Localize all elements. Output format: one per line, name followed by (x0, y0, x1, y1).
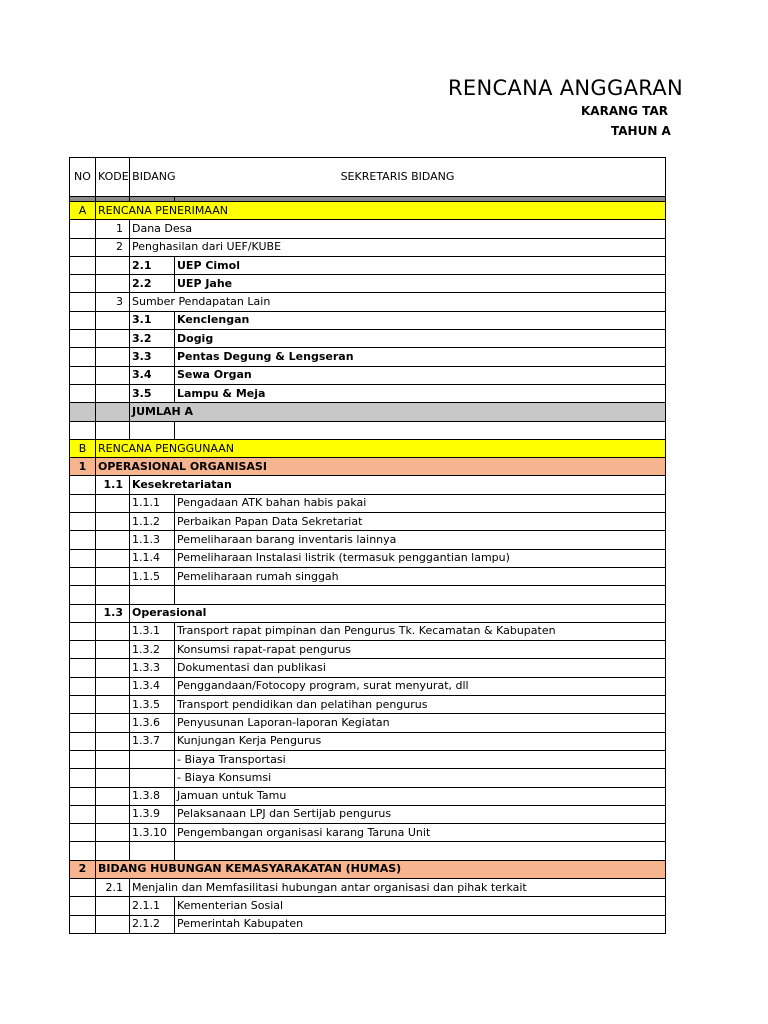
row-code: 1.3.6 (130, 714, 175, 732)
total-a-row (70, 403, 666, 421)
table-row (70, 531, 666, 549)
row-label: Kesekretariatan (130, 476, 666, 494)
row-code: 2.1.1 (130, 897, 175, 915)
table-row (70, 622, 666, 640)
row-code: 2.2 (130, 275, 175, 293)
row-label: - Biaya Transportasi (175, 750, 666, 768)
row-label: Pengembangan organisasi karang Taruna Unit (175, 824, 666, 842)
table-row (70, 275, 666, 293)
row-label: Dokumentasi dan publikasi (175, 659, 666, 677)
bidang-1-label: OPERASIONAL ORGANISASI (96, 458, 666, 476)
row-label: Penghasilan dari UEF/KUBE (130, 238, 666, 256)
table-row (70, 769, 666, 787)
row-label: Penggandaan/Fotocopy program, surat menyurat, dll (175, 677, 666, 695)
row-label: Penyusunan Laporan-laporan Kegiatan (175, 714, 666, 732)
row-label: Pelaksanaan LPJ dan Sertijab pengurus (175, 805, 666, 823)
row-label: UEP Jahe (175, 275, 666, 293)
table-row (70, 732, 666, 750)
document-subtitle-organization: KARANG TAR (581, 104, 668, 118)
row-number: 3 (96, 293, 130, 311)
table-row (70, 750, 666, 768)
row-label: Menjalin dan Memfasilitasi hubungan antar organisasi dan pihak terkait (130, 878, 666, 896)
row-code: 1.1.3 (130, 531, 175, 549)
row-code: 1.1 (96, 476, 130, 494)
table-row (70, 330, 666, 348)
row-label: Operasional (130, 604, 666, 622)
row-code: 1.3.2 (130, 641, 175, 659)
document-subtitle-year: TAHUN A (611, 124, 671, 138)
row-code: 1.3.1 (130, 622, 175, 640)
row-label: Pemeliharaan barang inventaris lainnya (175, 531, 666, 549)
row-label: Transport rapat pimpinan dan Pengurus Tk. Kecamatan & Kabupaten (175, 622, 666, 640)
table-row (70, 878, 666, 896)
table-row (70, 805, 666, 823)
table-row (70, 696, 666, 714)
document-title: RENCANA ANGGARAN (448, 76, 683, 100)
row-code: 3.5 (130, 384, 175, 402)
row-code (130, 769, 175, 787)
row-code: 1.3.8 (130, 787, 175, 805)
empty-row (70, 842, 666, 860)
section-b-row (70, 439, 666, 457)
table-row (70, 348, 666, 366)
row-code: 1.1.1 (130, 494, 175, 512)
row-number: 1 (96, 220, 130, 238)
row-label: Dogig (175, 330, 666, 348)
section-a-letter: A (70, 202, 96, 220)
row-label: Kenclengan (175, 311, 666, 329)
row-code: 1.3.7 (130, 732, 175, 750)
table-row (70, 311, 666, 329)
row-label: Kunjungan Kerja Pengurus (175, 732, 666, 750)
total-a-label: JUMLAH A (130, 403, 666, 421)
row-code: 3.1 (130, 311, 175, 329)
bidang-1-row (70, 458, 666, 476)
row-label: - Biaya Konsumsi (175, 769, 666, 787)
row-label: Sewa Organ (175, 366, 666, 384)
row-code: 1.1.4 (130, 549, 175, 567)
table-row (70, 677, 666, 695)
row-label: Jamuan untuk Tamu (175, 787, 666, 805)
table-row (70, 238, 666, 256)
table-row (70, 824, 666, 842)
row-label: Transport pendidikan dan pelatihan pengurus (175, 696, 666, 714)
row-code: 1.3.3 (130, 659, 175, 677)
section-a-row (70, 202, 666, 220)
bidang-1-number: 1 (70, 458, 96, 476)
bidang-2-label: BIDANG HUBUNGAN KEMASYARAKATAN (HUMAS) (96, 860, 666, 878)
row-code (130, 750, 175, 768)
section-a-label: RENCANA PENERIMAAN (96, 202, 666, 220)
empty-row (70, 421, 666, 439)
table-row (70, 476, 666, 494)
header-kode-bidang: KODE BIDANG (96, 158, 130, 197)
table-row (70, 549, 666, 567)
budget-table (69, 157, 666, 934)
row-code: 1.1.5 (130, 567, 175, 585)
table-row (70, 513, 666, 531)
row-code: 1.3 (96, 604, 130, 622)
table-row (70, 641, 666, 659)
row-code: 3.4 (130, 366, 175, 384)
row-label: Pemeliharaan Instalasi listrik (termasuk penggantian lampu) (175, 549, 666, 567)
row-code: 2.1 (96, 878, 130, 896)
empty-row (70, 586, 666, 604)
row-number: 2 (96, 238, 130, 256)
section-b-label: RENCANA PENGGUNAAN (96, 439, 666, 457)
row-label: Pentas Degung & Lengseran (175, 348, 666, 366)
table-row (70, 787, 666, 805)
row-label: Pemerintah Kabupaten (175, 915, 666, 933)
row-code: 1.3.5 (130, 696, 175, 714)
table-row (70, 384, 666, 402)
row-code: 1.3.9 (130, 805, 175, 823)
table-row (70, 220, 666, 238)
table-row (70, 915, 666, 933)
bidang-2-number: 2 (70, 860, 96, 878)
table-row (70, 494, 666, 512)
table-row (70, 256, 666, 274)
row-code: 1.3.10 (130, 824, 175, 842)
table-header-row (70, 158, 666, 197)
row-label: Sumber Pendapatan Lain (130, 293, 666, 311)
section-b-letter: B (70, 439, 96, 457)
row-label: UEP Cimol (175, 256, 666, 274)
table-row (70, 293, 666, 311)
row-code: 1.1.2 (130, 513, 175, 531)
row-code: 2.1.2 (130, 915, 175, 933)
row-label: Pengadaan ATK bahan habis pakai (175, 494, 666, 512)
row-label: Konsumsi rapat-rapat pengurus (175, 641, 666, 659)
row-code: 3.2 (130, 330, 175, 348)
table-row (70, 659, 666, 677)
row-label: Perbaikan Papan Data Sekretariat (175, 513, 666, 531)
table-row (70, 604, 666, 622)
row-label: Dana Desa (130, 220, 666, 238)
table-row (70, 567, 666, 585)
header-no: NO (70, 158, 96, 197)
row-code: 1.3.4 (130, 677, 175, 695)
row-code: 2.1 (130, 256, 175, 274)
table-row (70, 714, 666, 732)
row-label: Kementerian Sosial (175, 897, 666, 915)
table-row (70, 897, 666, 915)
row-label: Lampu & Meja (175, 384, 666, 402)
row-label: Pemeliharaan rumah singgah (175, 567, 666, 585)
header-sekretaris-bidang: SEKRETARIS BIDANG (130, 158, 666, 197)
row-code: 3.3 (130, 348, 175, 366)
table-row (70, 366, 666, 384)
bidang-2-row (70, 860, 666, 878)
